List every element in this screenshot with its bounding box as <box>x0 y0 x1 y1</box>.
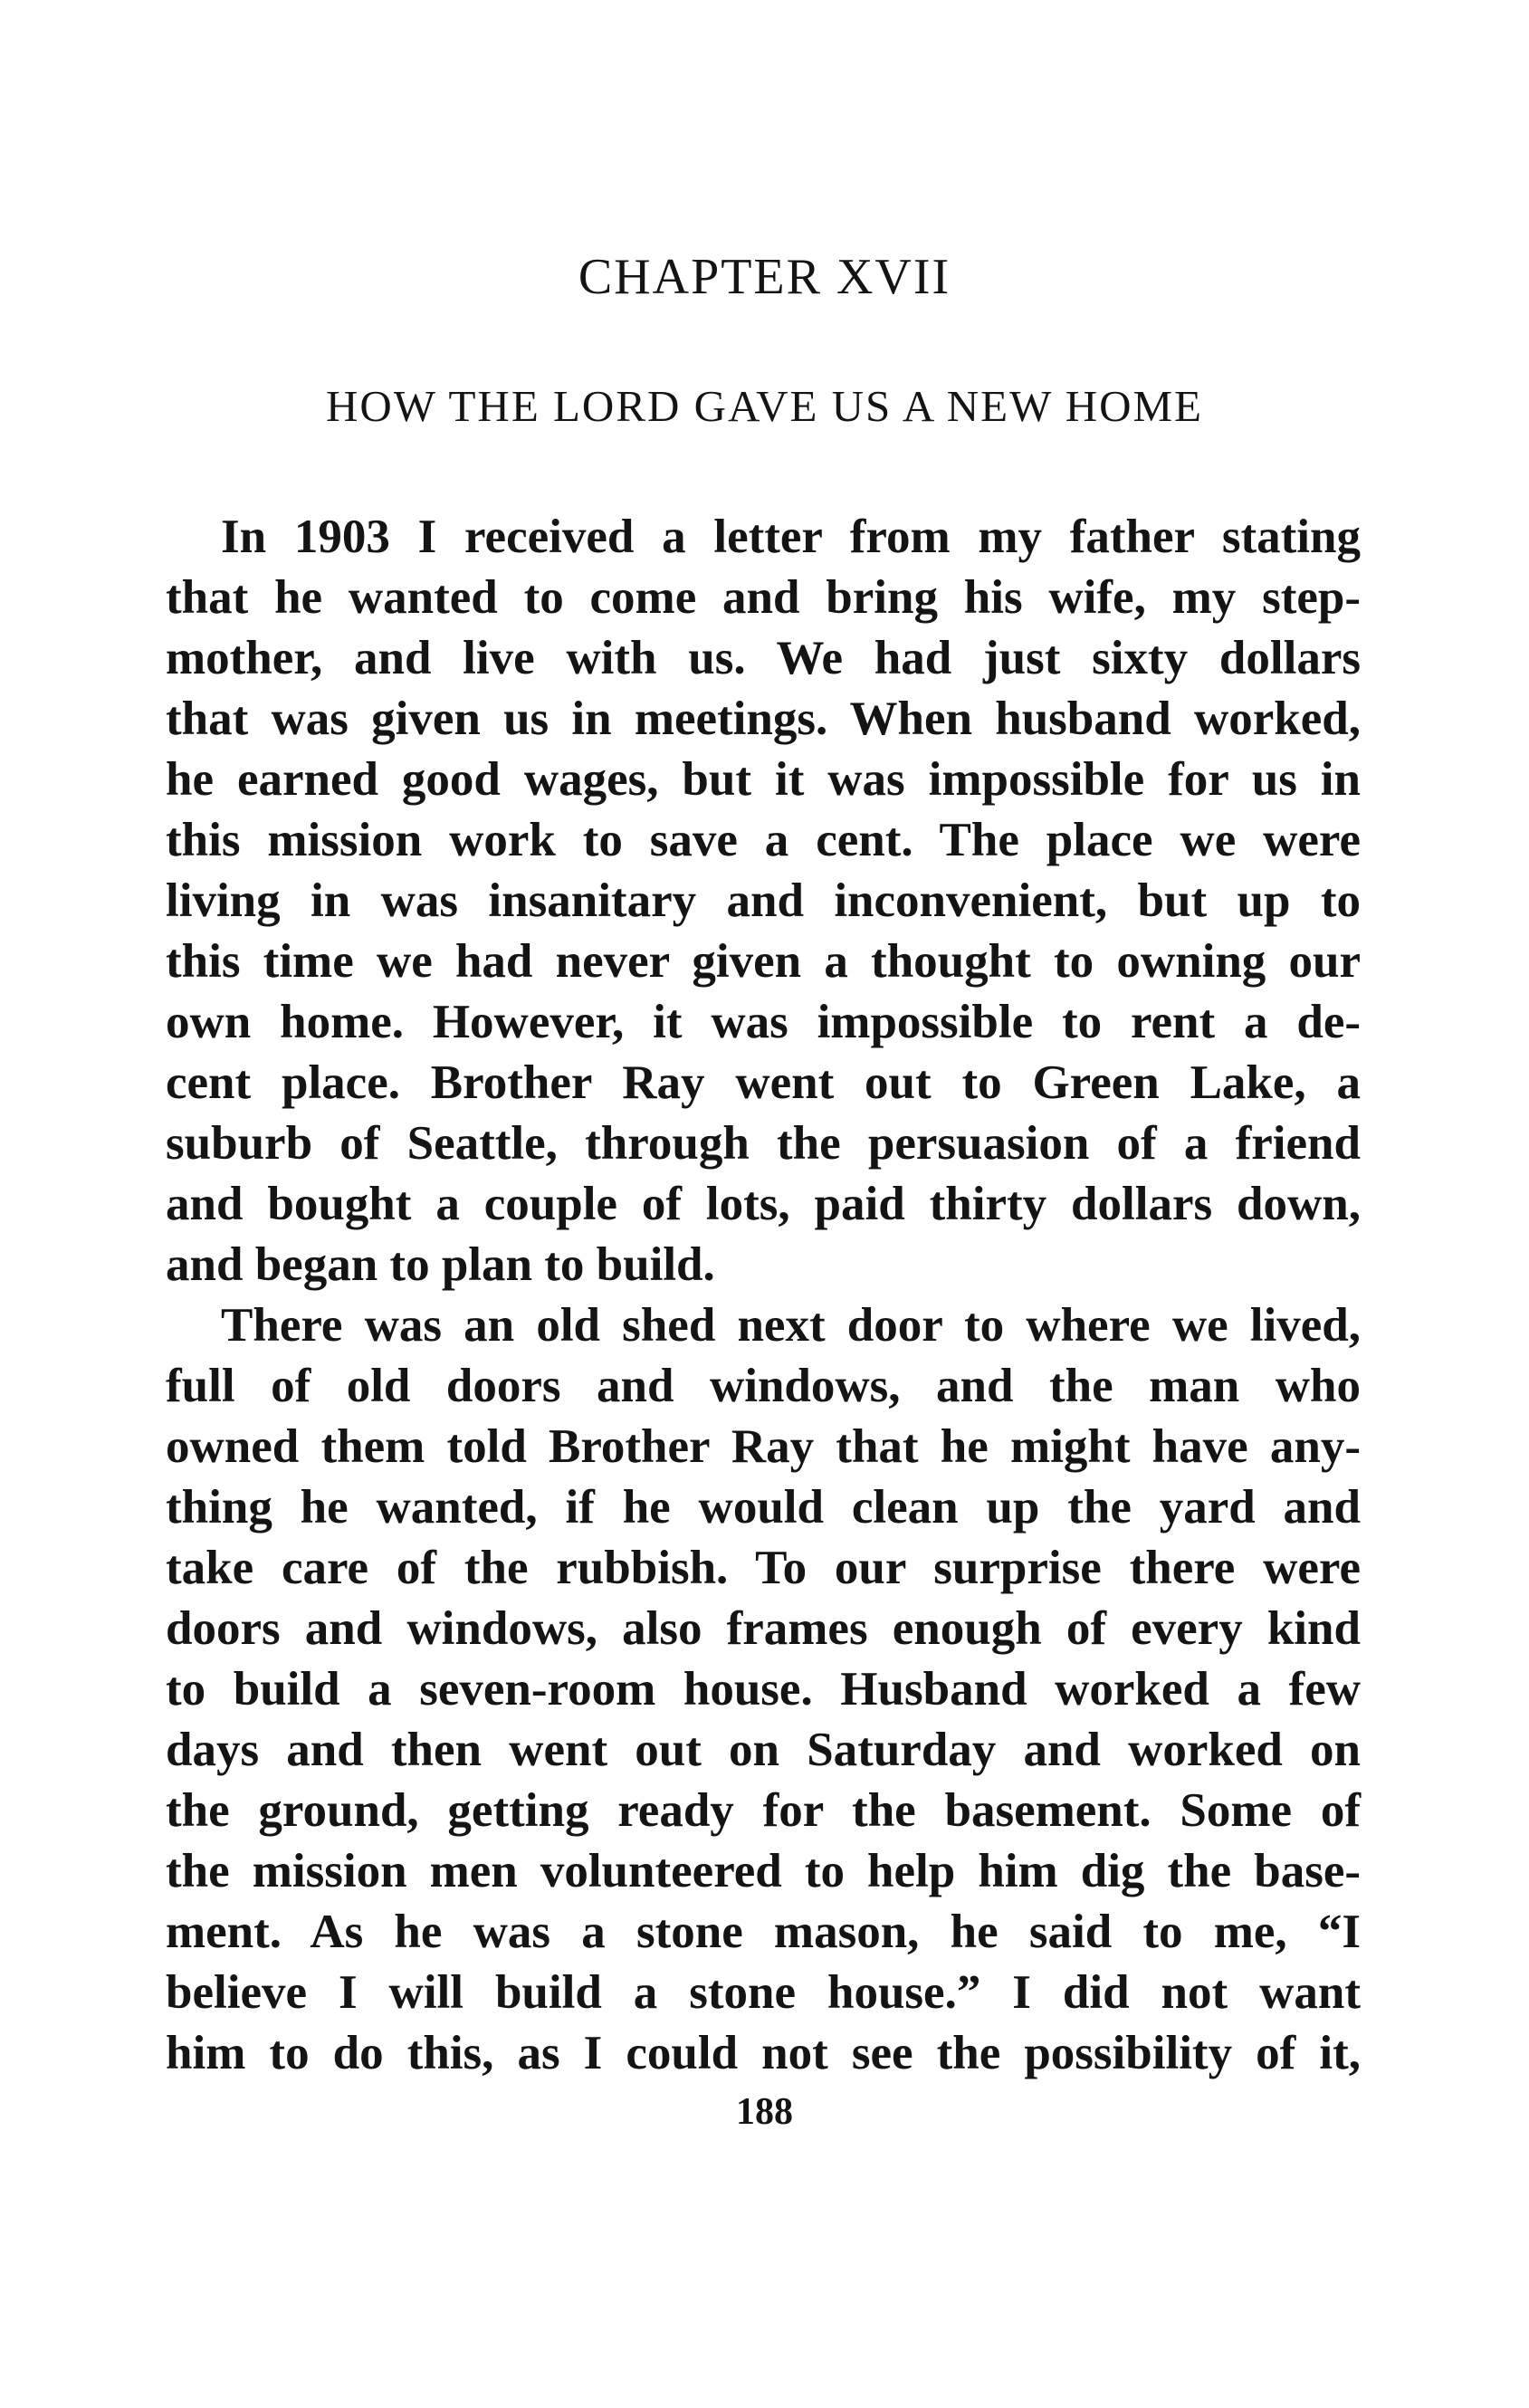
text-line: believe I will build a stone house.” I did not want <box>166 1966 1361 2019</box>
text-line: There was an old shed next door to where we lived, <box>221 1299 1361 1352</box>
text-line: In 1903 I received a letter from my father stating <box>221 511 1361 563</box>
text-line: this mission work to save a cent. The place we were <box>166 814 1361 866</box>
text-line: to build a seven-room house. Husband worked a few <box>166 1663 1361 1715</box>
text-line: full of old doors and windows, and the man who <box>166 1360 1361 1412</box>
text-line: owned them told Brother Ray that he might have any- <box>166 1420 1361 1473</box>
text-line: cent place. Brother Ray went out to Green Lake, a <box>166 1056 1361 1109</box>
text-line: days and then went out on Saturday and worked on <box>166 1724 1361 1776</box>
text-line: that he wanted to come and bring his wife, my step- <box>166 571 1361 624</box>
text-line: the mission men volunteered to help him dig the base- <box>166 1845 1361 1897</box>
paragraph-2 <box>166 1295 1361 2084</box>
text-line: and began to plan to build. <box>166 1238 715 1291</box>
chapter-number: CHAPTER XVII <box>578 249 951 305</box>
chapter-title: HOW THE LORD GAVE US A NEW HOME <box>326 381 1203 431</box>
text-line: thing he wanted, if he would clean up the yard and <box>166 1481 1361 1534</box>
text-line: suburb of Seattle, through the persuasion of a friend <box>166 1117 1361 1170</box>
body-text <box>166 507 1361 2084</box>
paragraph-1 <box>166 507 1361 1295</box>
text-line: own home. However, it was impossible to rent a de- <box>166 996 1361 1048</box>
text-line: take care of the rubbish. To our surprise there were <box>166 1542 1361 1594</box>
text-line: living in was insanitary and inconvenient, but up to <box>166 874 1361 927</box>
text-line: the ground, getting ready for the basement. Some of <box>166 1784 1361 1837</box>
text-line: that was given us in meetings. When husband worked, <box>166 693 1361 745</box>
text-line: this time we had never given a thought to owning our <box>166 935 1361 988</box>
text-line: and bought a couple of lots, paid thirty dollars down, <box>166 1178 1361 1230</box>
text-line: doors and windows, also frames enough of every kind <box>166 1602 1361 1655</box>
text-line: mother, and live with us. We had just sixty dollars <box>166 632 1361 684</box>
page-number: 188 <box>736 2091 793 2133</box>
text-line: he earned good wages, but it was impossible for us in <box>166 753 1361 806</box>
text-line: him to do this, as I could not see the possibility of it, <box>166 2027 1361 2079</box>
text-line: ment. As he was a stone mason, he said to me, “I <box>166 1906 1361 1958</box>
